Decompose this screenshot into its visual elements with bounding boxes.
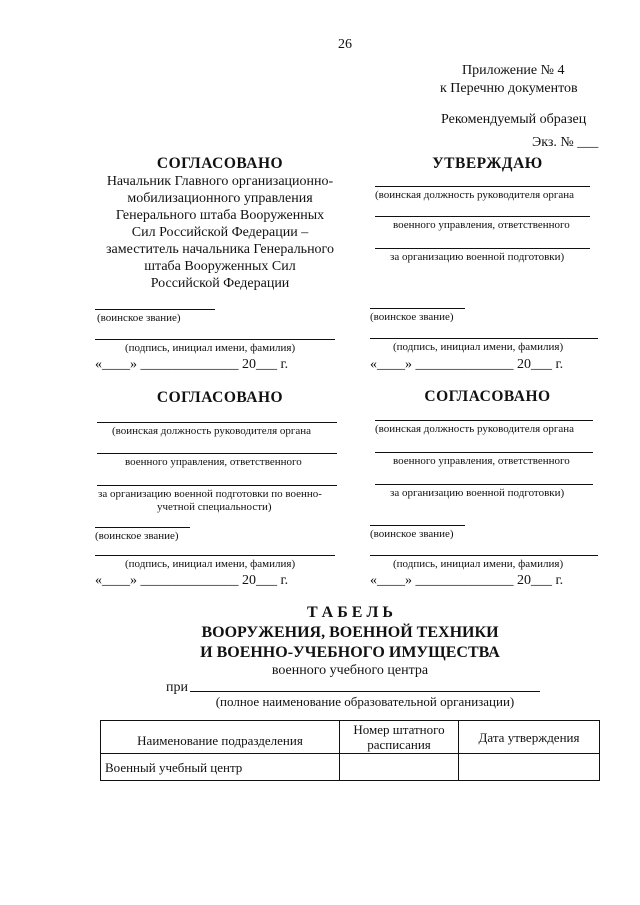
position-caption: военного управления, ответственного (125, 456, 302, 468)
pri-label: при (166, 680, 188, 695)
position-caption: (воинская должность руководителя органа (375, 423, 575, 435)
position-line (375, 248, 590, 249)
document-title: ВООРУЖЕНИЯ, ВОЕННОЙ ТЕХНИКИ (201, 624, 499, 641)
position-line (375, 216, 590, 217)
table-cell: Военный учебный центр (101, 754, 340, 781)
signature-line (95, 339, 335, 340)
signature-line (370, 555, 598, 556)
organization-caption: (полное наименование образовательной организации) (215, 694, 515, 709)
appendix-title: Приложение № 4 (462, 63, 565, 78)
date-line: «____» ______________ 20___ г. (370, 357, 564, 372)
date-line: «____» ______________ 20___ г. (370, 573, 564, 588)
signature-caption: (подпись, инициал имени, фамилия) (125, 342, 296, 354)
signature-line (95, 555, 335, 556)
signature-caption: (подпись, инициал имени, фамилия) (125, 558, 296, 570)
table-header-row (101, 721, 600, 754)
signature-caption: (подпись, инициал имени, фамилия) (393, 558, 564, 570)
position-line (97, 453, 337, 454)
inventory-table (100, 720, 600, 781)
left-mid-heading: СОГЛАСОВАНО (156, 389, 284, 406)
rank-caption: (воинское звание) (370, 528, 454, 540)
rank-line (370, 308, 465, 309)
column-header: Дата утверждения (459, 721, 600, 754)
rank-caption: (воинское звание) (95, 530, 179, 542)
position-line (375, 484, 593, 485)
left-top-official (75, 173, 365, 292)
position-line (375, 452, 593, 453)
official-line: мобилизационного управления (127, 191, 313, 206)
document-subtitle: военного учебного центра (271, 663, 429, 678)
column-header: Номер штатного расписания (340, 721, 459, 754)
position-caption: учетной специальности) (157, 501, 272, 513)
date-line: «____» ______________ 20___ г. (95, 357, 289, 372)
position-line (97, 485, 337, 486)
page-number: 26 (338, 37, 352, 52)
document-title: Т А Б Е Л Ь (307, 604, 393, 621)
position-caption: за организацию военной подготовки) (390, 487, 565, 499)
column-header: Наименование подразделения (101, 721, 340, 754)
sample-label: Рекомендуемый образец (441, 112, 587, 127)
rank-line (370, 525, 465, 526)
rank-line (95, 527, 190, 528)
position-caption: военного управления, ответственного (393, 219, 570, 231)
right-top-heading: УТВЕРЖДАЮ (432, 155, 543, 172)
right-mid-heading: СОГЛАСОВАНО (424, 388, 551, 405)
signature-caption: (подпись, инициал имени, фамилия) (393, 341, 564, 353)
rank-caption: (воинское звание) (97, 312, 181, 324)
rank-caption: (воинское звание) (370, 311, 454, 323)
organization-line (190, 691, 540, 692)
position-line (375, 420, 593, 421)
appendix-reference: к Перечню документов (440, 81, 578, 96)
copy-number: Экз. № ___ (532, 135, 599, 150)
signature-line (370, 338, 598, 339)
date-line: «____» ______________ 20___ г. (95, 573, 289, 588)
table-row (101, 754, 600, 781)
document-title: И ВОЕННО-УЧЕБНОГО ИМУЩЕСТВА (200, 644, 500, 661)
rank-line (95, 309, 215, 310)
official-line: заместитель начальника Генерального (106, 242, 334, 257)
position-caption: военного управления, ответственного (393, 455, 570, 467)
official-line: Начальник Главного организационно- (106, 174, 334, 189)
official-line: штаба Вооруженных Сил (144, 259, 296, 274)
table-cell (340, 754, 459, 781)
official-line: Российской Федерации (150, 276, 290, 291)
position-caption: за организацию военной подготовки по военно- (98, 488, 322, 500)
position-line (375, 186, 590, 187)
left-top-heading: СОГЛАСОВАНО (156, 155, 284, 172)
position-line (97, 422, 337, 423)
position-caption: (воинская должность руководителя органа (375, 189, 575, 201)
official-line: Сил Российской Федерации – (131, 225, 309, 240)
official-line: Генерального штаба Вооруженных (115, 208, 325, 223)
position-caption: (воинская должность руководителя органа (112, 425, 312, 437)
position-caption: за организацию военной подготовки) (390, 251, 565, 263)
table-cell (459, 754, 600, 781)
